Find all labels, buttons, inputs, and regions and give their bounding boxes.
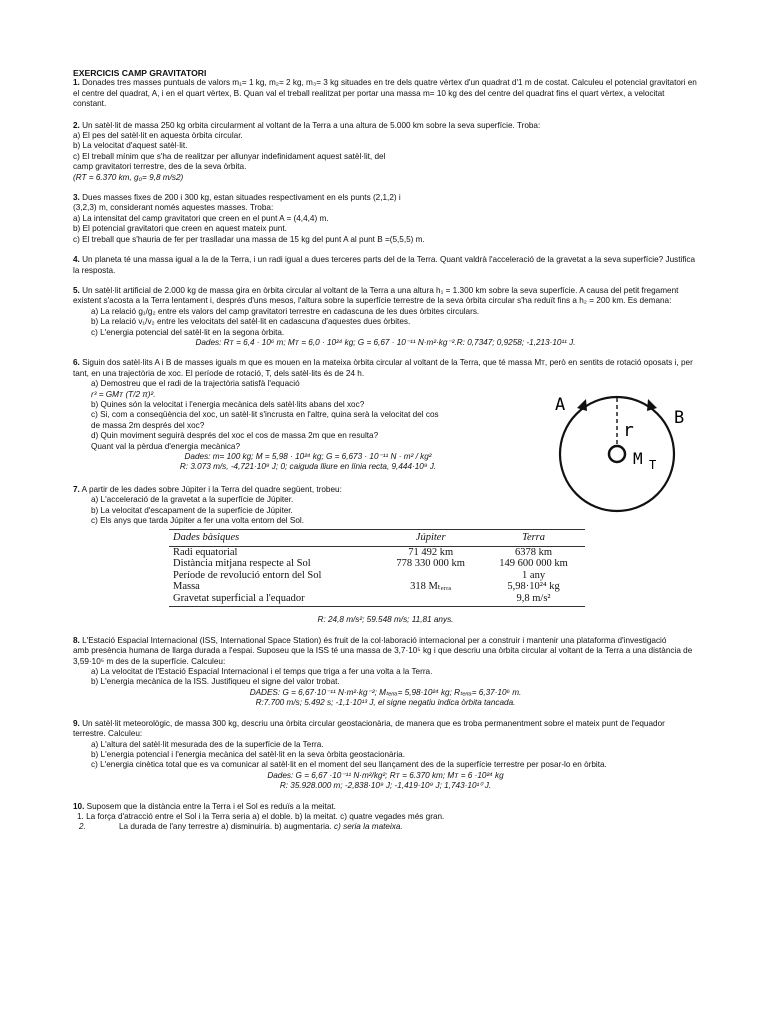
table-cell: Distància mitjana respecte al Sol	[173, 558, 311, 570]
item-c: c) Si, com a conseqüència del xoc, un satèl·lit s'incrusta en l'altre, quina serà la velocitat del cos	[91, 410, 439, 420]
exercise-text: Un satèl·lit de massa 250 kg orbita circularment al voltant de la Terra a una altura de 5.000 km sobre la seva superfície. Troba:	[82, 120, 541, 130]
list-item	[73, 822, 698, 832]
exercise-text: Un satèl·lit meteorològic, de massa 300 kg, descriu una òrbita circular geostacionària, de manera que es troba permanentment sobre el mateix punt de l'equador terrestre. Calculeu:	[73, 718, 665, 739]
list-item-number: 2.	[79, 822, 86, 832]
exercise-data: DADES: G = 6,67·10⁻¹¹ N·m²·kg⁻²; Mₜₑᵣᵣₐ= 5,98·10²⁴ kg; Rₜₑᵣᵣₐ= 6,37·10⁶ m.	[249, 687, 522, 697]
exercise-8	[73, 636, 698, 709]
item-b: b) L'energia mecànica de la ISS. Justifiqueu el signe del valor trobat.	[91, 677, 340, 687]
exercise-data: Dades: m= 100 kg; M = 5,98 · 10²⁴ kg; G = 6,673 · 10⁻¹¹ N · m² / kg²	[184, 452, 432, 461]
exercise-text-cont: amb presència humana de llarga durada a l'espai. Suposeu que la ISS té una massa de 3,7·10⁵ kg i que descriu una òrbita circular al voltant de la Terra a una distància de 3,59·10⁵ m des de la superfície. Calculeu:	[73, 646, 693, 666]
table-row	[169, 570, 585, 582]
label-a: A	[555, 395, 566, 416]
table-cell: 318 Mₜₑᵣᵣₐ	[410, 581, 452, 593]
item-a: a) El pes del satèl·lit en aquesta òrbita circular.	[73, 131, 243, 141]
item-a: a) L'acceleració de la gravetat a la superfície de Júpiter.	[91, 495, 294, 505]
exercise-number: 3.	[73, 193, 80, 203]
exercise-result: R: 3.073 m/s, -4,721·10⁹ J; 0; caiguda lliure en línia recta, 9,444·10⁹ J.	[179, 462, 437, 472]
exercise-text: Un satèl·lit artificial de 2.000 kg de massa gira en òrbita circular al voltant de la Terra a una altura h₁ = 1.300 km sobre la seva superfície. A causa del petit fregament existent s'acosta a la Terra lentament i, després d'uns mesos, l'altura sobre la superfície terrestre de la seva òrbita circular s'ha reduït fins a h₂ = 200 km. Es demana:	[73, 285, 679, 306]
column-header: Terra	[482, 530, 585, 547]
exercise-text: Siguin dos satèl·lits A i B de masses iguals m que es mouen en la mateixa òrbita circular al voltant de la Terra, que té massa Mᴛ, però en sentits de rotació oposats i, per tant, en una trajectòria de xoc. El període de rotació, T, dels satèl·lits és de 24 h.	[73, 358, 693, 378]
arrow-b-icon	[647, 399, 657, 411]
item-b: b) L'energia potencial i l'energia mecànica del satèl·lit en la seva òrbita geostacionària.	[91, 749, 405, 759]
exercise-text: Un planeta té una massa igual a la de la Terra, i un radi igual a dues terceres parts del de la Terra. Quant valdrà l'acceleració de la gravetat a la seva superfície? Justifica la resposta.	[73, 255, 696, 275]
page-title: EXERCICIS CAMP GRAVITATORI	[73, 68, 207, 78]
exercise-number: 1.	[73, 78, 80, 88]
item-a: a) Demostreu que el radi de la trajectòria satisfà l'equació	[91, 379, 300, 389]
table-cell: 9,8 m/s²	[482, 593, 585, 607]
item-a-formula: r³ = GMᴛ (T/2 π)².	[91, 389, 156, 399]
item-d-cont: Quant val la pèrdua d'energia mecànica?	[91, 441, 241, 451]
exercise-text: Suposem que la distància entre la Terra i el Sol es reduïs a la meitat.	[86, 801, 336, 811]
table-row	[169, 546, 585, 558]
item-c: c) Els anys que tarda Júpiter a fer una volta entorn del Sol.	[91, 516, 304, 526]
exercise-10	[73, 802, 698, 833]
exercise-text: Donades tres masses puntuals de valors m₁= 1 kg, m₂= 2 kg, m₃= 3 kg situades en tre dels quatre vèrtex d'un quadrat d'1 m de costat. Calculeu el potencial gravitatori en el centre del quadrat, A, i en el quart vèrtex, B. Quan val el treball realitzat per portar una massa m= 10 kg des del centre del quadrat fins el quart vèrtex, a velocitat constant.	[73, 78, 697, 109]
table-cell: 6378 km	[515, 546, 553, 558]
table-cell: 149 600 000 km	[499, 558, 568, 570]
table-cell	[379, 570, 482, 582]
exercise-6	[73, 358, 698, 472]
list-item-text: La durada de l'any terrestre a) disminuiria. b) augmentaria.	[119, 822, 332, 832]
list-item-text: La força d'atracció entre el Sol i la Terra seria a) el doble. b) la meitat. c) quatre vegades més gran.	[86, 811, 445, 821]
exercise-number: 8.	[73, 635, 80, 645]
exercise-result: R: 24,8 m/s²; 59.548 m/s; 11,81 anys.	[317, 615, 454, 625]
arrow-a-icon	[577, 399, 587, 411]
exercise-number: 4.	[73, 255, 80, 265]
table-cell	[379, 593, 482, 607]
table-cell: 5,98·10²⁴ kg	[507, 581, 560, 593]
exercise-1	[73, 78, 698, 109]
item-b: b) La velocitat d'aquest satèl·lit.	[73, 141, 188, 151]
exercise-text: A partir de les dades sobre Júpiter i la Terra del quadre següent, trobeu:	[81, 484, 342, 494]
item-c-cont: de massa 2m després del xoc?	[91, 420, 205, 430]
data-table	[169, 529, 585, 607]
exercise-5	[73, 286, 698, 348]
table-cell: Gravetat superficial a l'equador	[169, 593, 379, 607]
item-a: a) La intensitat del camp gravitatori que creen en el punt A = (4,4,4) m.	[73, 213, 329, 223]
item-c-cont: camp gravitatori terrestre, des de la seva òrbita.	[73, 162, 247, 172]
table-cell: 1 any	[522, 569, 546, 581]
item-d: d) Quin moviment seguirà després del xoc el cos de massa 2m que en resulta?	[91, 431, 379, 441]
exercise-number: 2.	[73, 120, 80, 130]
list-item-number: 1.	[77, 811, 84, 821]
exercise-sheet	[73, 68, 698, 833]
exercise-data: Dades: G = 6,67 ·10⁻¹¹ N·m²/kg²; Rᴛ = 6.370 km; Mᴛ = 6 ·10²⁴ kg	[267, 770, 504, 780]
table-row	[169, 581, 585, 593]
exercise-data: (RT = 6.370 km, g₀= 9,8 m/s2)	[73, 172, 184, 182]
exercise-9	[73, 719, 698, 792]
exercise-data: Dades: Rᴛ = 6,4 · 10⁶ m; Mᴛ = 6,0 · 10²⁴ kg; G = 6,67 · 10⁻¹¹ N·m²·kg⁻².R: 0,7347; 0,9258; -1,213·10¹¹ J.	[195, 337, 576, 347]
label-m-sub: T	[649, 458, 657, 473]
label-b: B	[674, 408, 685, 429]
exercise-number: 10.	[73, 801, 85, 811]
item-a: a) La velocitat de l'Estació Espacial Internacional i el temps que triga a fer una volta a la Terra.	[91, 667, 433, 677]
item-a: a) L'altura del satèl·lit mesurada des de la superfície de la Terra.	[91, 739, 324, 749]
label-m: M	[633, 449, 643, 469]
exercise-result: R:7.700 m/s; 5.492 s; -1,1·10¹³ J, el signe negatiu indica òrbita tancada.	[255, 698, 516, 708]
list-item	[73, 812, 698, 822]
table-header-row	[169, 530, 585, 547]
exercise-number: 7.	[73, 484, 80, 494]
table-cell: Massa	[173, 581, 200, 593]
item-a: a) La relació g₁/g₂ entre els valors del camp gravitatori terrestre en cadascuna de les dues òrbites circulars.	[91, 306, 480, 316]
item-b: b) El potencial gravitatori que creen en aquest mateix punt.	[73, 224, 287, 234]
table-cell: Període de revolució entorn del Sol	[173, 569, 322, 581]
list-item-text-italic: c) seria la mateixa.	[334, 822, 403, 832]
item-c: c) El treball mínim que s'ha de realitzar per allunyar indefinidament aquest satèl·lit, del	[73, 151, 386, 161]
exercise-number: 6.	[73, 358, 80, 368]
table-row	[169, 558, 585, 570]
exercise-number: 5.	[73, 285, 80, 295]
exercise-text: Dues masses fixes de 200 i 300 kg, estan situades respectivament en els punts (2,1,2) i	[82, 193, 401, 203]
item-c: c) El treball que s'hauria de fer per traslladar una massa de 15 kg del punt A al punt B =(5,5,5) m.	[73, 234, 425, 244]
table-row	[169, 593, 585, 607]
exercise-text-cont: (3,2,3) m, considerant només aquestes masses. Troba:	[73, 203, 274, 213]
column-header: Júpiter	[379, 530, 482, 547]
exercise-2	[73, 121, 698, 183]
exercise-result: R: 35.928.000 m; -2,838·10⁹ J; -1,419·10⁹ J; 1,743·10¹⁰ J.	[279, 781, 492, 791]
item-c: c) L'energia potencial del satèl·lit en la segona òrbita.	[91, 327, 285, 337]
item-b: b) Quines són la velocitat i l'energia mecànica dels satèl·lits abans del xoc?	[91, 399, 365, 409]
item-b: b) La relació v₁/v₂ entre les velocitats del satèl·lit en cadascuna d'aquestes dues òrbites.	[91, 317, 411, 327]
table-cell: 71 492 km	[408, 546, 454, 558]
exercise-3	[73, 193, 698, 245]
exercise-number: 9.	[73, 718, 80, 728]
exercise-4	[73, 255, 698, 276]
table-cell: Radi equatorial	[173, 546, 238, 558]
column-header: Dades bàsiques	[169, 530, 379, 547]
table-cell: 778 330 000 km	[396, 558, 465, 570]
item-b: b) La velocitat d'escapament de la superfície de Júpiter.	[91, 505, 293, 515]
label-r: r	[623, 420, 634, 442]
item-c: c) L'energia cinètica total que es va comunicar al satèl·lit en el moment del seu llançament des de la superfície terrestre per posar-lo en òrbita.	[91, 760, 607, 770]
orbit-diagram	[553, 380, 713, 520]
earth-circle	[609, 446, 625, 462]
exercise-text: L'Estació Espacial Internacional (ISS, International Space Station) és fruit de la col·laboració internacional per a construir i mantenir una plataforma d'investigació	[82, 635, 667, 645]
